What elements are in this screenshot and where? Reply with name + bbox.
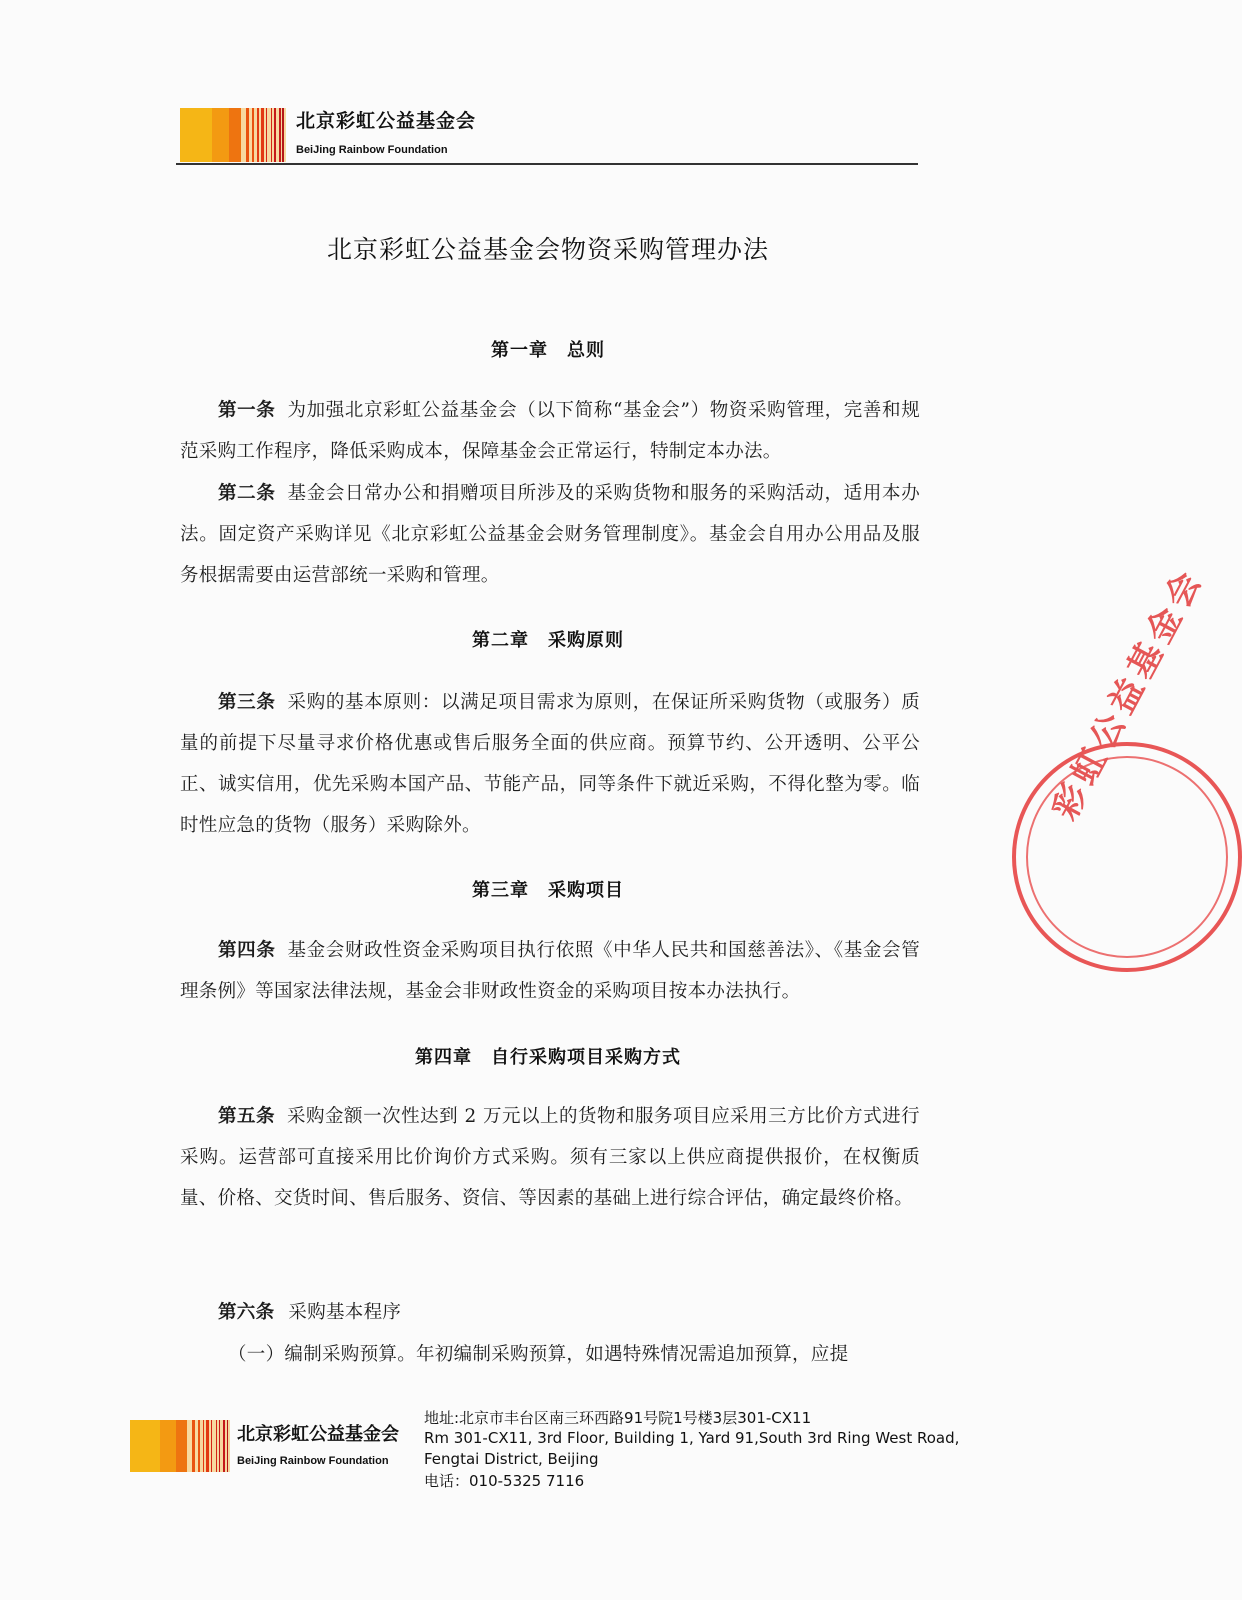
article-4 xyxy=(180,930,920,1012)
chapter-3-heading: 第三章 采购项目 xyxy=(472,880,624,901)
official-seal xyxy=(1012,560,1242,972)
header-logo xyxy=(180,108,286,162)
logo-stripe xyxy=(284,108,286,162)
logo-stripe xyxy=(130,1420,140,1472)
article-1-text: 为加强北京彩虹公益基金会（以下简称“基金会”）物资采购管理，完善和规范采购工作程序，降低采购成本，保障基金会正常运行，特制定本办法。 xyxy=(180,400,921,462)
article-5-label: 第五条 xyxy=(218,1106,276,1127)
article-2-label: 第二条 xyxy=(218,483,276,504)
article-5-text: 采购金额一次性达到 2 万元以上的货物和服务项目应采用三方比价方式进行采购。运营部可直接采用比价询价方式采购。须有三家以上供应商提供报价，在权衡质量、价格、交货时间、售后服务、资信、等因素的基础上进行综合评估，确定最终价格。 xyxy=(180,1106,920,1209)
footer-logo xyxy=(130,1420,230,1472)
seal-text: 彩虹公益基金会 xyxy=(1045,560,1212,827)
article-6-item-1: （一）编制采购预算。年初编制采购预算，如遇特殊情况需追加预算，应提 xyxy=(228,1344,849,1365)
footer-address-cn: 地址:北京市丰台区南三环西路91号院1号楼3层301-CX11 xyxy=(424,1409,812,1427)
footer-phone: 电话：010-5325 7116 xyxy=(424,1472,585,1490)
document-title: 北京彩虹公益基金会物资采购管理办法 xyxy=(326,235,769,264)
logo-stripe xyxy=(228,1420,230,1472)
chapter-4-heading: 第四章 自行采购项目采购方式 xyxy=(415,1047,681,1068)
chapter-2-heading: 第二章 采购原则 xyxy=(472,630,624,651)
logo-stripe xyxy=(190,108,198,162)
article-6 xyxy=(180,1292,920,1333)
footer-name-en: BeiJing Rainbow Foundation xyxy=(237,1455,389,1467)
article-1 xyxy=(180,390,920,472)
header-name-en: BeiJing Rainbow Foundation xyxy=(296,144,448,156)
chapter-1-heading: 第一章 总则 xyxy=(491,340,605,361)
footer-address-en-2: Fengtai District, Beijing xyxy=(424,1450,599,1468)
header-divider xyxy=(176,163,918,165)
footer-address-en-1: Rm 301-CX11, 3rd Floor, Building 1, Yard 91,South 3rd Ring West Road, xyxy=(424,1429,960,1447)
article-6-text: 采购基本程序 xyxy=(288,1302,402,1323)
article-1-label: 第一条 xyxy=(218,400,276,421)
logo-stripe xyxy=(140,1420,148,1472)
article-2 xyxy=(180,473,920,596)
article-4-text: 基金会财政性资金采购项目执行依照《中华人民共和国慈善法》、《基金会管理条例》等国家法律法规，基金会非财政性资金的采购项目按本办法执行。 xyxy=(180,940,921,1002)
article-5 xyxy=(180,1096,920,1219)
logo-stripe xyxy=(205,108,212,162)
header-name-cn: 北京彩虹公益基金会 xyxy=(296,110,477,132)
footer-name-cn: 北京彩虹公益基金会 xyxy=(237,1424,399,1445)
article-6-label: 第六条 xyxy=(218,1302,275,1323)
logo-stripe xyxy=(199,108,206,162)
article-3-label: 第三条 xyxy=(218,692,276,713)
article-3-text: 采购的基本原则：以满足项目需求为原则，在保证所采购货物（或服务）质量的前提下尽量寻求价格优惠或售后服务全面的供应商。预算节约、公开透明、公平公正、诚实信用，优先采购本国产品、节能产品，同等条件下就近采购，不得化整为零。临时性应急的货物（服务）采购除外。 xyxy=(180,692,920,836)
article-3 xyxy=(180,682,920,846)
article-2-text: 基金会日常办公和捐赠项目所涉及的采购货物和服务的采购活动，适用本办法。固定资产采购详见《北京彩虹公益基金会财务管理制度》。基金会自用办公用品及服务根据需要由运营部统一采购和管理。 xyxy=(180,483,920,586)
article-4-label: 第四条 xyxy=(218,940,276,961)
logo-stripe xyxy=(180,108,190,162)
